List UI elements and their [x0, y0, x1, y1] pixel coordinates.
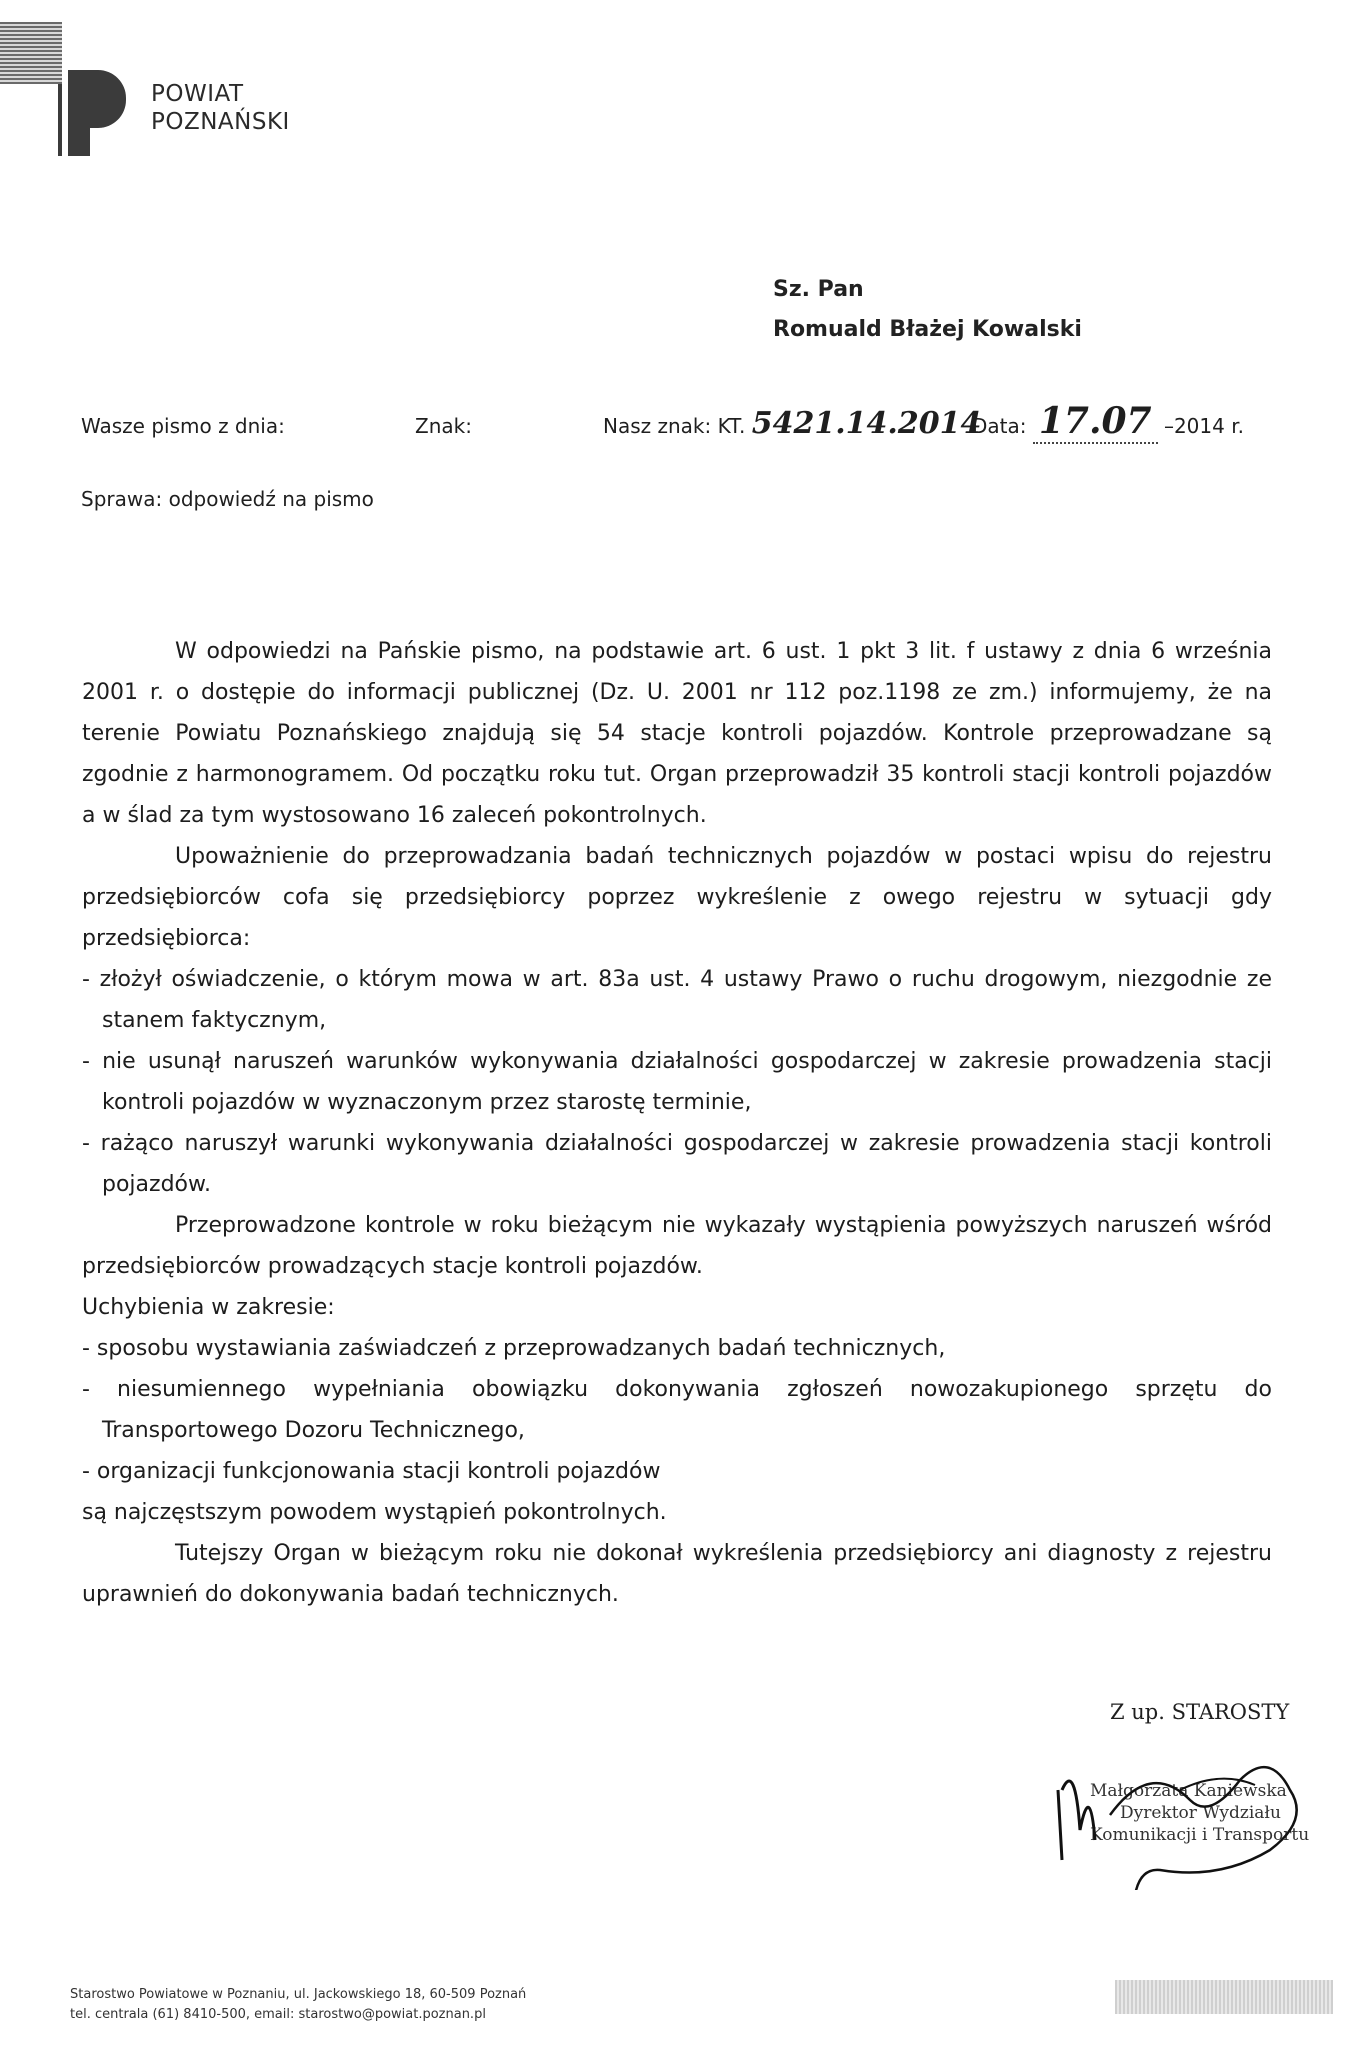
date-field: Data: 17.07 –2014 r.: [972, 400, 1244, 442]
sign-label: Znak:: [415, 414, 472, 438]
paragraph-6: Tutejszy Organ w bieżącym roku nie dokonał wykreślenia przedsiębiorcy ani diagnosty z rejestru uprawnień do dokonywania badań technicznych.: [82, 1541, 1272, 1607]
signatory-name: Małgorzata Kaniewska: [1090, 1781, 1287, 1801]
list-item: - organizacji funkcjonowania stacji kontroli pojazdów: [82, 1459, 661, 1484]
our-sign: [603, 406, 981, 441]
signatory-title-2: Komunikacji i Transportu: [1090, 1825, 1310, 1845]
our-sign-label: Nasz znak: KT.: [603, 414, 746, 438]
signatory-title-1: Dyrektor Wydziału: [1120, 1803, 1281, 1823]
signature-block: [1040, 1700, 1340, 1890]
date-value: 17.07: [1033, 400, 1158, 444]
footer-address: Starostwo Powiatowe w Poznaniu, ul. Jackowskiego 18, 60-509 Poznań: [70, 1987, 527, 2002]
paragraph-4: Uchybienia w zakresie:: [82, 1295, 335, 1320]
date-label: Data:: [972, 414, 1027, 438]
your-letter-label: Wasze pismo z dnia:: [81, 414, 285, 438]
paragraph-2: Upoważnienie do przeprowadzania badań technicznych pojazdów w postaci wpisu do rejestru przedsiębiorców cofa się przedsiębiorcy poprzez wykreślenie z owego rejestru w sytuacji gdy przedsiębiorca:: [82, 844, 1272, 951]
handwritten-signature-icon: [1040, 1720, 1330, 1890]
list-item: - rażąco naruszył warunki wykonywania działalności gospodarczej w zakresie prowadzenia stacji kontroli pojazdów.: [82, 1131, 1272, 1197]
logo-line-2: POZNAŃSKI: [151, 109, 290, 135]
logo-text: [151, 80, 290, 136]
paragraph-1: W odpowiedzi na Pańskie pismo, na podstawie art. 6 ust. 1 pkt 3 lit. f ustawy z dnia 6 września 2001 r. o dostępie do informacji publicznej (Dz. U. 2001 nr 112 poz.1198 ze zm.) informujemy, że na terenie Powiatu Poznańskiego znajdują się 54 stacje kontroli pojazdów. Kontrole przeprowadzane są zgodnie z harmonogramem. Od początku roku tut. Organ przeprowadził 35 kontroli stacji kontroli pojazdów a w ślad za tym wystosowano 16 zaleceń pokontrolnych.: [82, 639, 1272, 828]
list-item: - nie usunął naruszeń warunków wykonywania działalności gospodarczej w zakresie prowadzenia stacji kontroli pojazdów w wyznaczonym przez starostę terminie,: [82, 1049, 1272, 1115]
signature-stamp-line: Z up. STAROSTY: [1110, 1700, 1290, 1724]
powiat-poznanski-logo-icon: [0, 22, 135, 157]
our-sign-value: 5421.14.2014: [751, 406, 982, 441]
recipient-block: [773, 270, 1082, 350]
list-item: - złożył oświadczenie, o którym mowa w art. 83a ust. 4 ustawy Prawo o ruchu drogowym, niezgodnie ze stanem faktycznym,: [82, 967, 1272, 1033]
date-suffix: 2014 r.: [1173, 414, 1244, 438]
recipient-salutation: Sz. Pan: [773, 277, 864, 302]
letter-body: [82, 631, 1272, 1615]
recipient-name: Romuald Błażej Kowalski: [773, 317, 1082, 342]
list-item: - sposobu wystawiania zaświadczeń z przeprowadzanych badań technicznych,: [82, 1336, 946, 1361]
scan-stamp-mark: [1115, 1980, 1333, 2014]
subject-line: Sprawa: odpowiedź na pismo: [81, 487, 374, 511]
list-item: - niesumiennego wypełniania obowiązku dokonywania zgłoszeń nowozakupionego sprzętu do Transportowego Dozoru Technicznego,: [82, 1377, 1272, 1443]
footer-contact: tel. centrala (61) 8410-500, email: starostwo@powiat.poznan.pl: [70, 2007, 486, 2022]
logo-line-1: POWIAT: [151, 81, 244, 107]
footer: [70, 1985, 526, 2025]
paragraph-5: są najczęstszym powodem wystąpień pokontrolnych.: [82, 1500, 667, 1525]
paragraph-3: Przeprowadzone kontrole w roku bieżącym nie wykazały wystąpienia powyższych naruszeń wśród przedsiębiorców prowadzących stacje kontroli pojazdów.: [82, 1213, 1272, 1279]
